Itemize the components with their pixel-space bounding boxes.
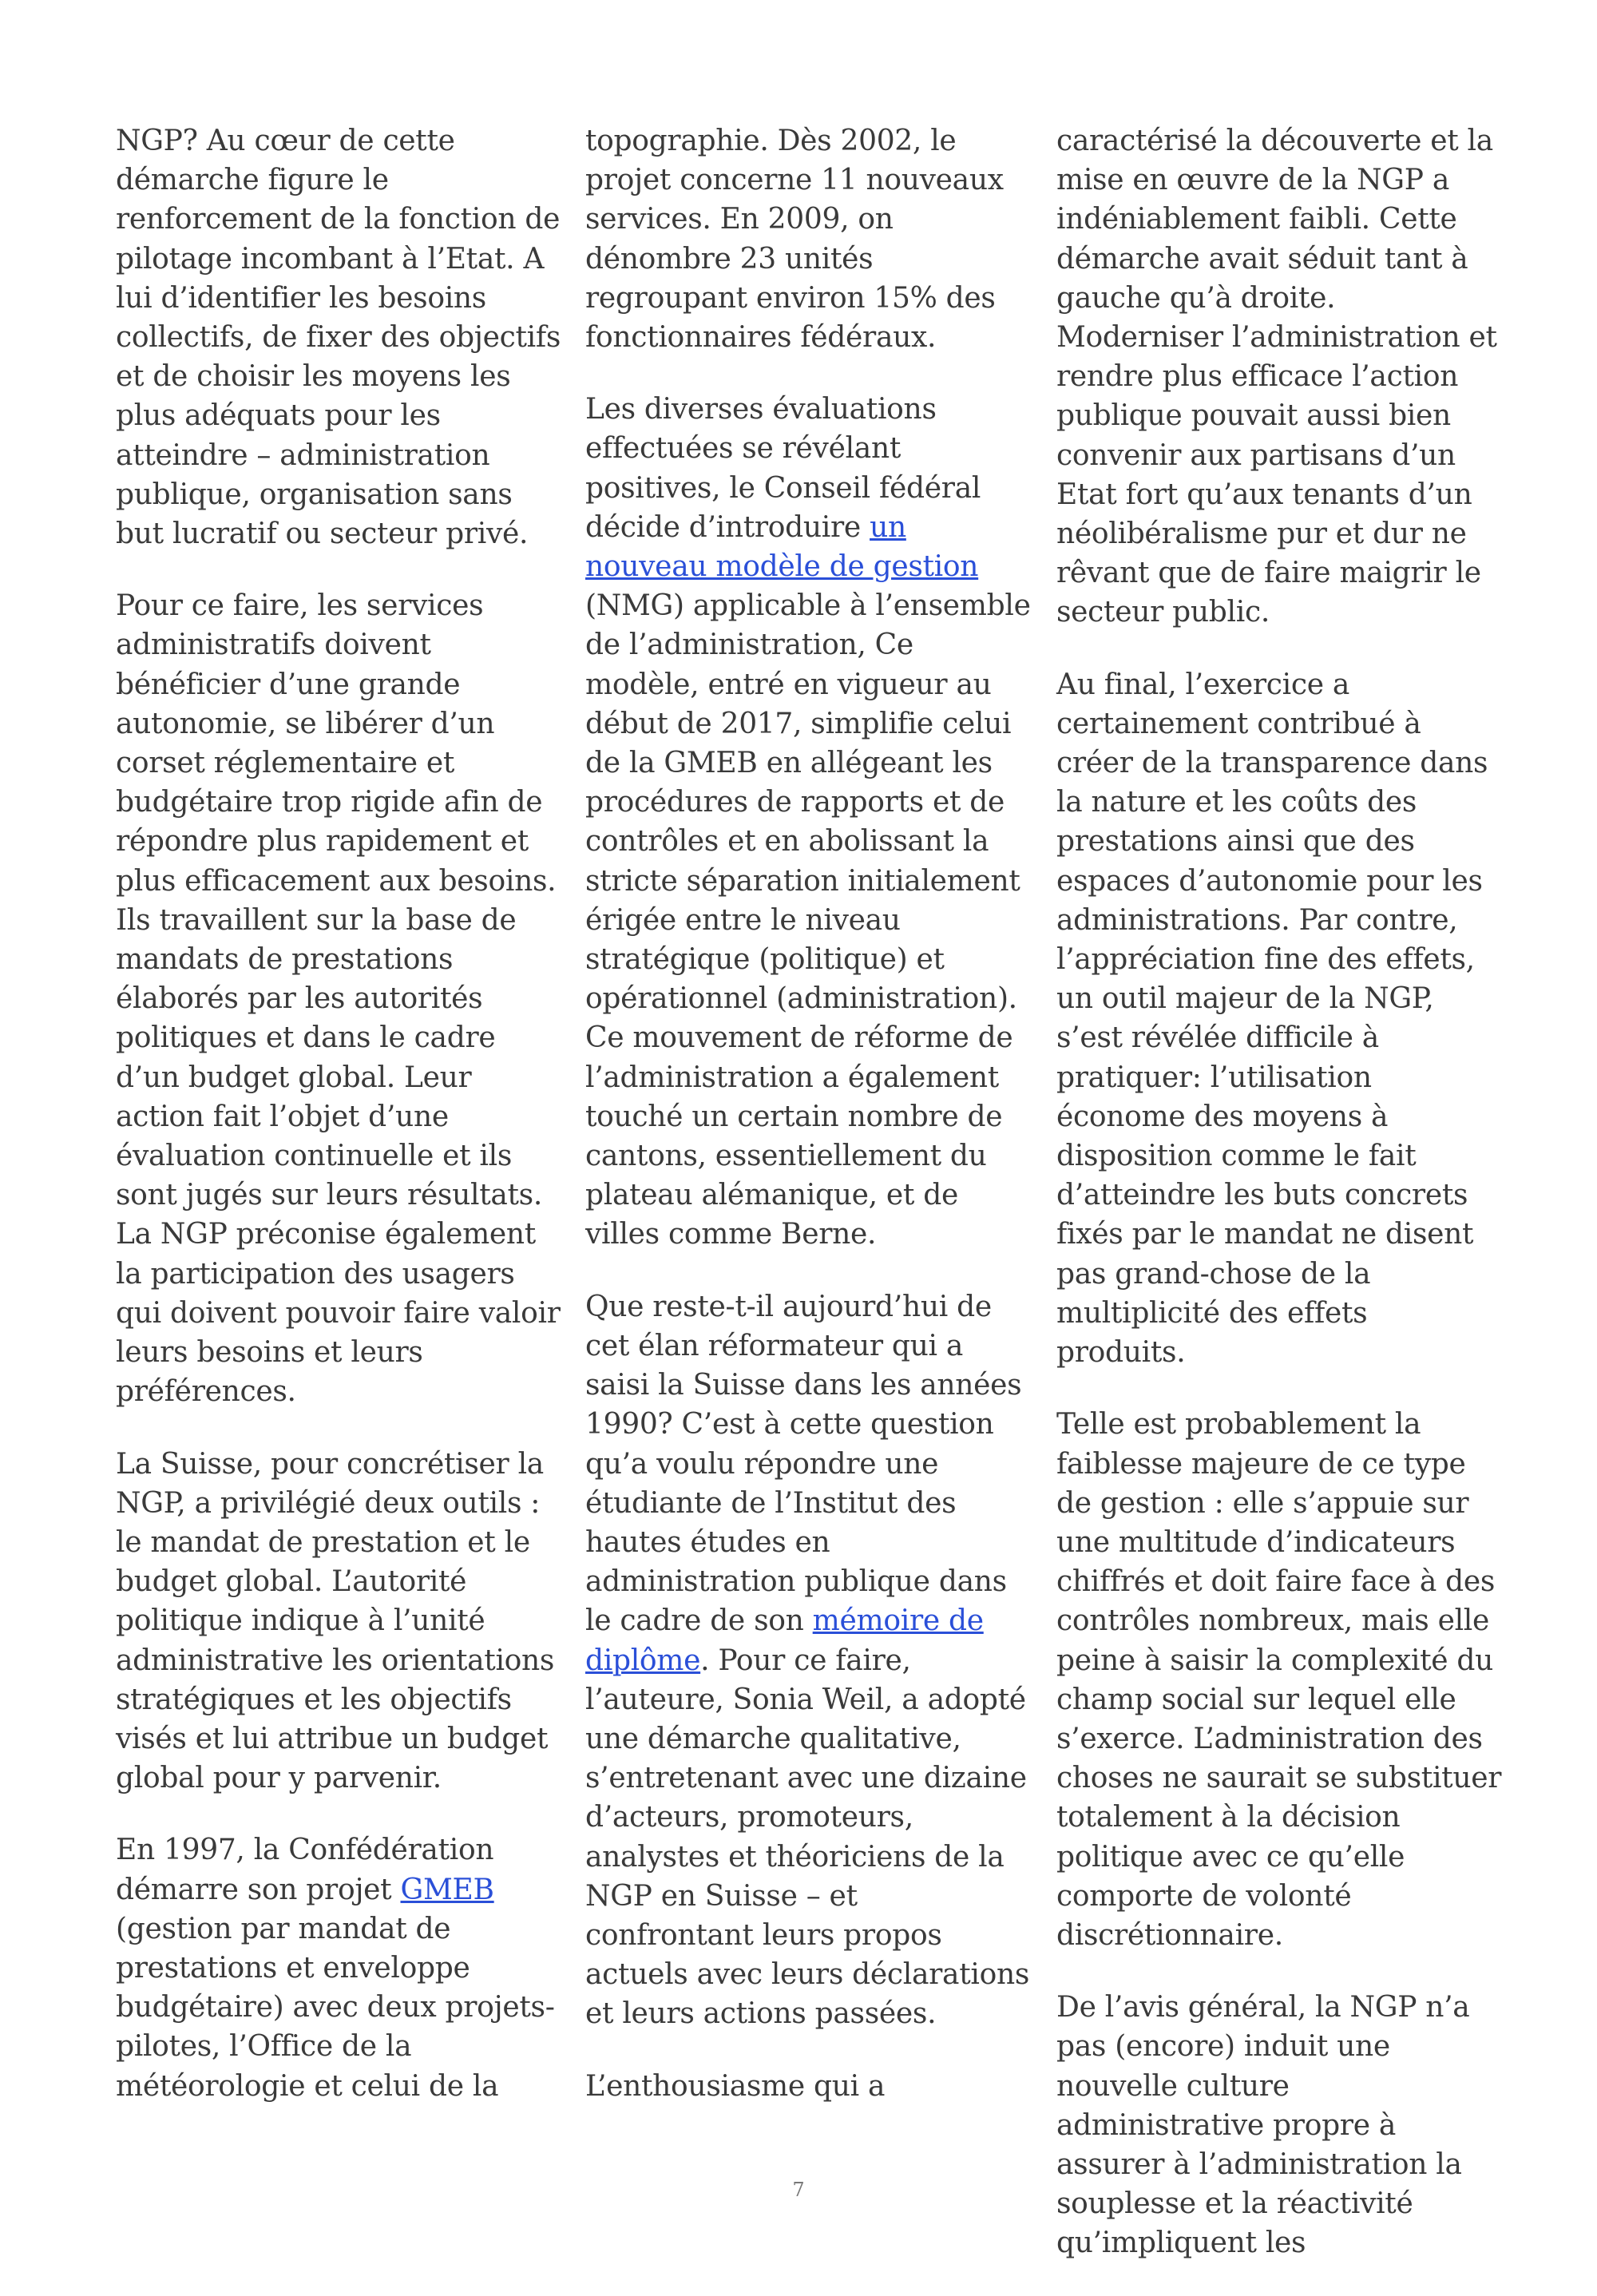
page-number: 7 [792,2179,805,2201]
column-left [116,121,563,2139]
text-span: En 1997, la Confédération démarre son projet [116,1834,494,1906]
paragraph [116,1830,563,2105]
paragraph: De l’avis général, la NGP n’a pas (encore) induit une nouvelle culture administrative propre à assurer à l’administration la souplesse et la réactivité qu’impliquent les [1056,1991,1470,2260]
column-middle [585,121,1032,2139]
text-span: Les diverses évaluations effectuées se révélant positives, le Conseil fédéral décide d’introduire [585,393,981,544]
column-right [1056,121,1504,2296]
text-span: Que reste-t-il aujourd’hui de cet élan réformateur qui a saisi la Suisse dans les années 1990? C’est à cette question qu’a voulu répondre une étudiante de l’Institut des hautes études en administration publique dans le cadre de son [585,1290,1022,1638]
text-span: (gestion par mandat de prestations et enveloppe budgétaire) avec deux projets-pilotes, l’Office de la météorologie et celui de la [116,1912,555,2103]
paragraph: Telle est probablement la faiblesse majeure de ce type de gestion : elle s’appuie sur une multitude d’indicateurs chiffrés et doit faire face à des contrôles nombreux, mais elle peine à saisir la complexité du champ social sur lequel elle s’exerce. L’administration des choses ne saurait se substituer totalement à la décision politique avec ce qu’elle comporte de volonté discrétionnaire. [1056,1408,1502,1952]
paragraph [585,1287,1032,2034]
paragraph: L’enthousiasme qui a [585,2069,886,2103]
paragraph: Pour ce faire, les services administratifs doivent bénéficier d’une grande autonomie, se libérer d’un corset réglementaire et budgétaire trop rigide afin de répondre plus rapidement et plus efficacement aux besoins. Ils travaillent sur la base de mandats de prestations élaborés par les autorités politiques et dans le cadre d’un budget global. Leur action fait l’objet d’une évaluation continuelle et ils sont jugés sur leurs résultats. La NGP préconise également la participation des usagers qui doivent pouvoir faire valoir leurs besoins et leurs préférences. [116,589,561,1409]
nouveau-modele-gestion-link[interactable]: un nouveau modèle de gestion [585,510,979,584]
paragraph: caractérisé la découverte et la mise en œuvre de la NGP a indéniablement faibli. Cette démarche avait séduit tant à gauche qu’à droite. Moderniser l’administration et rendre plus efficace l’action publique pouvait aussi bien convenir aux partisans d’un Etat fort qu’aux tenants d’un néolibéralisme pur et dur ne rêvant que de faire maigrir le secteur public. [1056,125,1497,629]
text-span: (NMG) applicable à l’ensemble de l’administration, Ce modèle, entré en vigueur au début de 2017, simplifie celui de la GMEB en allégeant les procédures de rapports et de contrôles et en abolissant la stricte séparation initialement érigée entre le niveau stratégique (politique) et opérationnel (administration). Ce mouvement de réforme de l’administration a également touché un certain nombre de cantons, essentiellement du plateau alémanique, et de villes comme Berne. [585,589,1031,1251]
memoire-diplome-link[interactable]: mémoire de diplôme [585,1604,984,1677]
paragraph [585,390,1032,1254]
paragraph: NGP? Au cœur de cette démarche figure le renforcement de la fonction de pilotage incombant à l’Etat. A lui d’identifier les besoins collectifs, de fixer des objectifs et de choisir les moyens les plus adéquats pour les atteindre – administration publique, organisation sans but lucratif ou secteur privé. [116,125,561,551]
paragraph: topographie. Dès 2002, le projet concerne 11 nouveaux services. En 2009, on dénombre 23 unités regroupant environ 15% des fonctionnaires fédéraux. [585,125,1004,355]
gmeb-link[interactable]: GMEB [400,1873,494,1906]
paragraph: La Suisse, pour concrétiser la NGP, a privilégié deux outils : le mandat de prestation et le budget global. L’autorité politique indique à l’unité administrative les orientations stratégiques et les objectifs visés et lui attribue un budget global pour y parvenir. [116,1447,555,1795]
paragraph: Au final, l’exercice a certainement contribué à créer de la transparence dans la nature et les coûts des prestations ainsi que des espaces d’autonomie pour les administrations. Par contre, l’appréciation fine des effets, un outil majeur de la NGP, s’est révélée difficile à pratiquer: l’utilisation économe des moyens à disposition comme le fait d’atteindre les buts concrets fixés par le mandat ne disent pas grand-chose de la multiplicité des effets produits. [1056,668,1488,1370]
text-span: . Pour ce faire, l’auteure, Sonia Weil, a adopté une démarche qualitative, s’entretenant avec une dizaine d’acteurs, promoteurs, analystes et théoriciens de la NGP en Suisse – et confrontant leurs propos actuels avec leurs déclarations et leurs actions passées. [585,1644,1030,2031]
